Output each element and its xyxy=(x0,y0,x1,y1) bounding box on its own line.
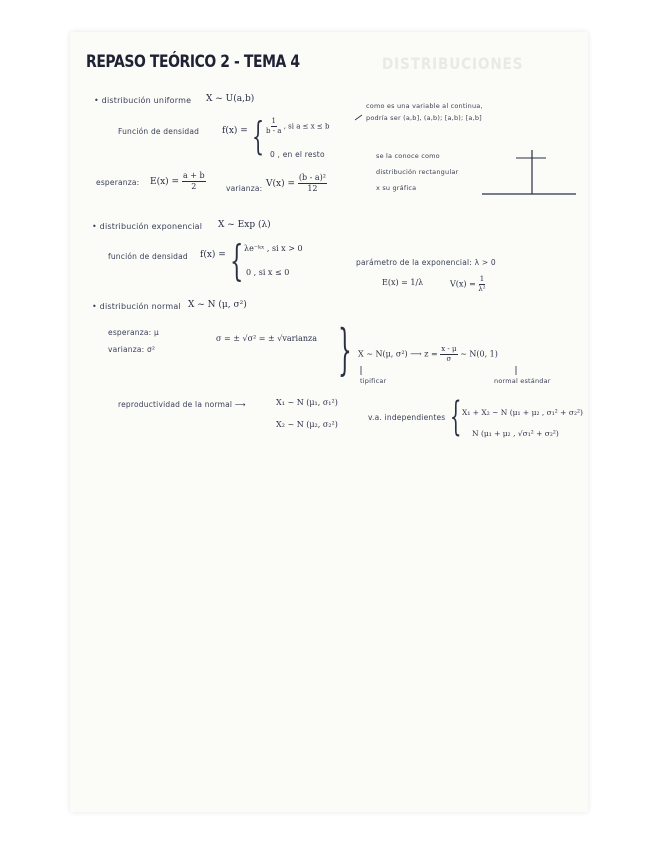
normal-tipificar-label: tipificar xyxy=(360,377,387,385)
normal-independent: v.a. independientes xyxy=(368,413,446,422)
uniform-expectation-lhs: E(x) = xyxy=(150,177,180,187)
uniform-variance-label: varianza: xyxy=(226,184,263,193)
uniform-graph-note1: se la conoce como xyxy=(376,152,440,160)
exponential-header: • distribución exponencial xyxy=(92,222,203,231)
normal-standardize xyxy=(358,346,498,363)
normal-sum2: N (μ₁ + μ₂ , √σ₁² + σ₂²) xyxy=(472,429,559,438)
exponential-notation: X ~ Exp (λ) xyxy=(218,220,271,230)
normal-reproductivity: reproductividad de la normal ⟶ xyxy=(118,400,246,409)
exponential-brace: { xyxy=(230,236,244,285)
normal-sigma: σ = ± √σ² = ± √varianza xyxy=(216,334,317,343)
uniform-expectation-num: a + b xyxy=(182,171,205,180)
notebook-page xyxy=(70,32,588,812)
exponential-case1: λe⁻ᵏˣ , si x > 0 xyxy=(244,244,303,253)
uniform-f-lhs: f(x) = xyxy=(222,126,248,136)
uniform-case2: 0 , en el resto xyxy=(270,150,325,159)
uniform-notation: X ~ U(a,b) xyxy=(206,94,255,104)
normal-x1: X₁ ~ N (μ₁, σ₁²) xyxy=(276,398,338,407)
exponential-expectation: E(x) = 1/λ xyxy=(382,278,424,287)
uniform-case1-num: 1 xyxy=(271,117,276,125)
normal-header: • distribución normal xyxy=(92,302,181,311)
normal-standard: ~ N(0, 1) xyxy=(460,349,498,359)
bleed-through-text: DISTRIBUCIONES xyxy=(382,54,524,73)
exponential-variance-den: λ² xyxy=(478,285,486,293)
normal-standardize-lhs: X ~ N(μ, σ²) ⟶ z = xyxy=(358,349,438,359)
uniform-variance xyxy=(266,174,327,193)
uniform-brace: { xyxy=(252,114,265,158)
normal-variance: varianza: σ² xyxy=(108,345,156,354)
normal-sum1: X₁ + X₂ ~ N (μ₁ + μ₂ , σ₁² + σ₂²) xyxy=(462,408,583,417)
uniform-variance-lhs: V(x) = xyxy=(266,179,295,189)
exponential-density-label: función de densidad xyxy=(108,252,188,261)
exponential-variance-lhs: V(x) = xyxy=(450,279,476,289)
uniform-expectation-den: 2 xyxy=(191,182,197,191)
uniform-note-intervals: podría ser (a,b], (a,b); [a,b); [a,b] xyxy=(366,114,482,122)
uniform-expectation-label: esperanza: xyxy=(96,178,140,187)
uniform-variance-num: (b - a)² xyxy=(298,173,327,182)
normal-notation: X ~ N (μ, σ²) xyxy=(188,300,247,310)
exponential-f-lhs: f(x) = xyxy=(200,250,226,260)
uniform-case1 xyxy=(266,118,329,135)
uniform-expectation xyxy=(150,172,206,191)
exponential-parameter: parámetro de la exponencial: λ > 0 xyxy=(356,258,496,267)
normal-brace: } xyxy=(338,318,352,381)
uniform-graph-note3: x su gráfica xyxy=(376,184,417,192)
normal-z-num: x - μ xyxy=(441,345,457,353)
uniform-case1-den: b - a xyxy=(266,127,282,135)
exponential-variance xyxy=(450,276,486,293)
uniform-variance-den: 12 xyxy=(307,184,318,193)
page-title: REPASO TEÓRICO 2 - TEMA 4 xyxy=(86,52,300,72)
exponential-variance-num: 1 xyxy=(479,275,485,283)
uniform-graph-note2: distribución rectangular xyxy=(376,168,459,176)
normal-x2: X₂ ~ N (μ₂, σ₂²) xyxy=(276,420,338,429)
normal-standard-label: normal estándar xyxy=(494,377,551,385)
uniform-density-label: Función de densidad xyxy=(118,127,200,136)
normal-sum-brace: { xyxy=(450,394,462,440)
uniform-case1-cond: , si a ≤ x ≤ b xyxy=(283,122,330,131)
uniform-note-continuous: como es una variable al continua, xyxy=(366,102,483,110)
normal-expectation: esperanza: μ xyxy=(108,328,159,337)
uniform-header: • distribución uniforme xyxy=(94,96,192,105)
normal-z-den: σ xyxy=(446,355,452,363)
exponential-case2: 0 , si x ≤ 0 xyxy=(246,268,290,277)
